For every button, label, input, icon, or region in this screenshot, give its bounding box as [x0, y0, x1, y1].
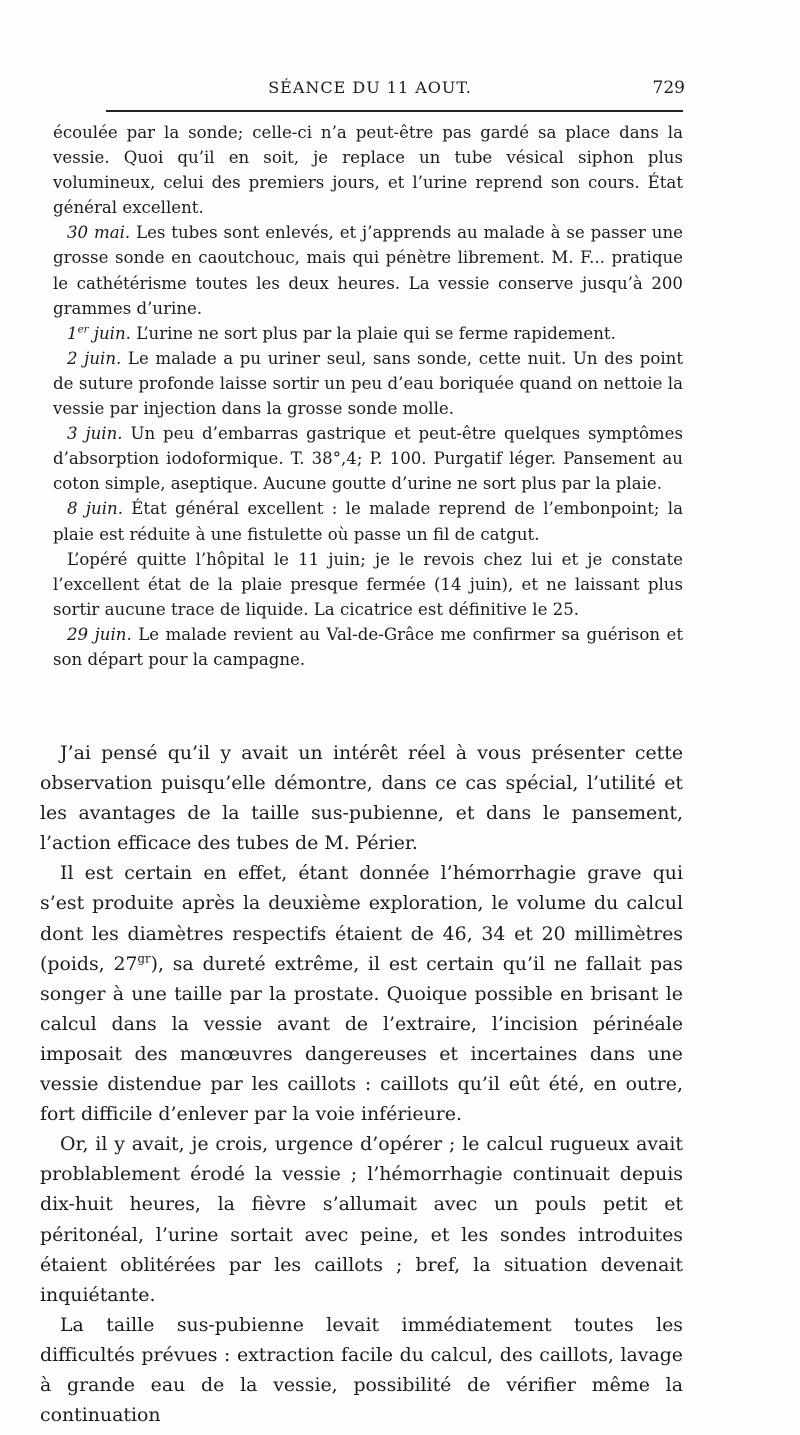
body-paragraph: J’ai pensé qu’il y avait un intérêt réel à vous présenter cette observation puisqu’elle démontre, dans ce cas spécial, l’utilité et les avantages de la taille sus-pubienne, et dans le pansement, l’action efficace des tubes de M. Périer. [40, 742, 683, 855]
header-title: SÉANCE DU 11 AOUT. [268, 78, 472, 97]
note-paragraph: 2 juin. Le malade a pu uriner seul, sans sonde, cette nuit. Un des point de suture profonde laisse sortir un peu d’eau boriquée quand on nettoie la vessie par injection dans la grosse sonde molle. [53, 348, 683, 419]
running-header [55, 74, 685, 102]
note-paragraph: 8 juin. État général excellent : le malade reprend de l’embonpoint; la plaie est réduite à une fistulette où passe un fil de catgut. [53, 499, 684, 544]
header-rule [106, 110, 683, 112]
main-text [40, 738, 683, 1430]
note-date: 8 juin. [67, 499, 123, 519]
note-paragraph: 29 juin. Le malade revient au Val-de-Grâce me confirmer sa guérison et son départ pour la campagne. [53, 624, 683, 669]
note-date: 3 juin. [67, 424, 123, 444]
note-date: 1er juin. [67, 323, 131, 343]
page-number: 729 [652, 78, 685, 98]
note-date: 29 juin. [67, 624, 132, 644]
note-paragraph: 1er juin. L’urine ne sort plus par la plaie qui se ferme rapidement. [67, 323, 616, 343]
clinical-notes [53, 120, 683, 672]
body-paragraph: Or, il y avait, je crois, urgence d’opérer ; le calcul rugueux avait problablement érodé la vessie ; l’hémorrhagie continuait depuis dix-huit heures, la fièvre s’allumait avec un pouls petit et péritonéal, l’urine sortait avec peine, et les sondes introduites étaient oblitérées par les caillots ; bref, la situation devenait inquiétante. [40, 1133, 683, 1306]
body-paragraph: La taille sus-pubienne levait immédiatement toutes les difficultés prévues : extraction facile du calcul, des caillots, lavage à grande eau de la vessie, possibilité de vérifier même la continuation [40, 1313, 683, 1427]
body-paragraph: Il est certain en effet, étant donnée l’hémorrhagie grave qui s’est produite après la deuxième exploration, le volume du calcul dont les diamètres respectifs étaient de 46, 34 et 20 millimètres (poids, $27^{gr}$), sa dureté extrême, il est certain qu’il ne fallait pas songer à une taille par la prostate. Quoique possible en brisant le calcul dans la vessie avant de l’extraire, l’incision périnéale imposait des manœuvres dangereuses et incertaines dans une vessie distendue par les caillots : caillots qu’il eût été, en outre, fort difficile d’enlever par la voie inférieure. [40, 862, 683, 1126]
note-paragraph: 30 mai. Les tubes sont enlevés, et j’apprends au malade à se passer une grosse sonde en caoutchouc, mais qui pénètre librement. M. F... pratique le cathétérisme toutes les deux heures. La vessie conserve jusqu’à 200 grammes d’urine. [53, 223, 683, 318]
note-date: 2 juin. [67, 348, 122, 368]
note-paragraph: 3 juin. Un peu d’embarras gastrique et peut-être quelques symptômes d’absorption iodoformique. T. 38°,4; P. 100. Purgatif léger. Pansement au coton simple, aseptique. Aucune goutte d’urine ne sort plus par la plaie. [53, 424, 684, 494]
note-date: 30 mai. [67, 223, 131, 243]
note-paragraph: écoulée par la sonde; celle-ci n’a peut-être pas gardé sa place dans la vessie. Quoi qu’il en soit, je replace un tube vésical siphon plus volumineux, celui des premiers jours, et l’urine reprend son cours. État général excellent. [53, 123, 683, 218]
note-paragraph: L’opéré quitte l’hôpital le 11 juin; je le revois chez lui et je constate l’excellent état de la plaie presque fermée (14 juin), et ne laissant plus sortir aucune trace de liquide. La cicatrice est définitive le 25. [53, 549, 683, 619]
